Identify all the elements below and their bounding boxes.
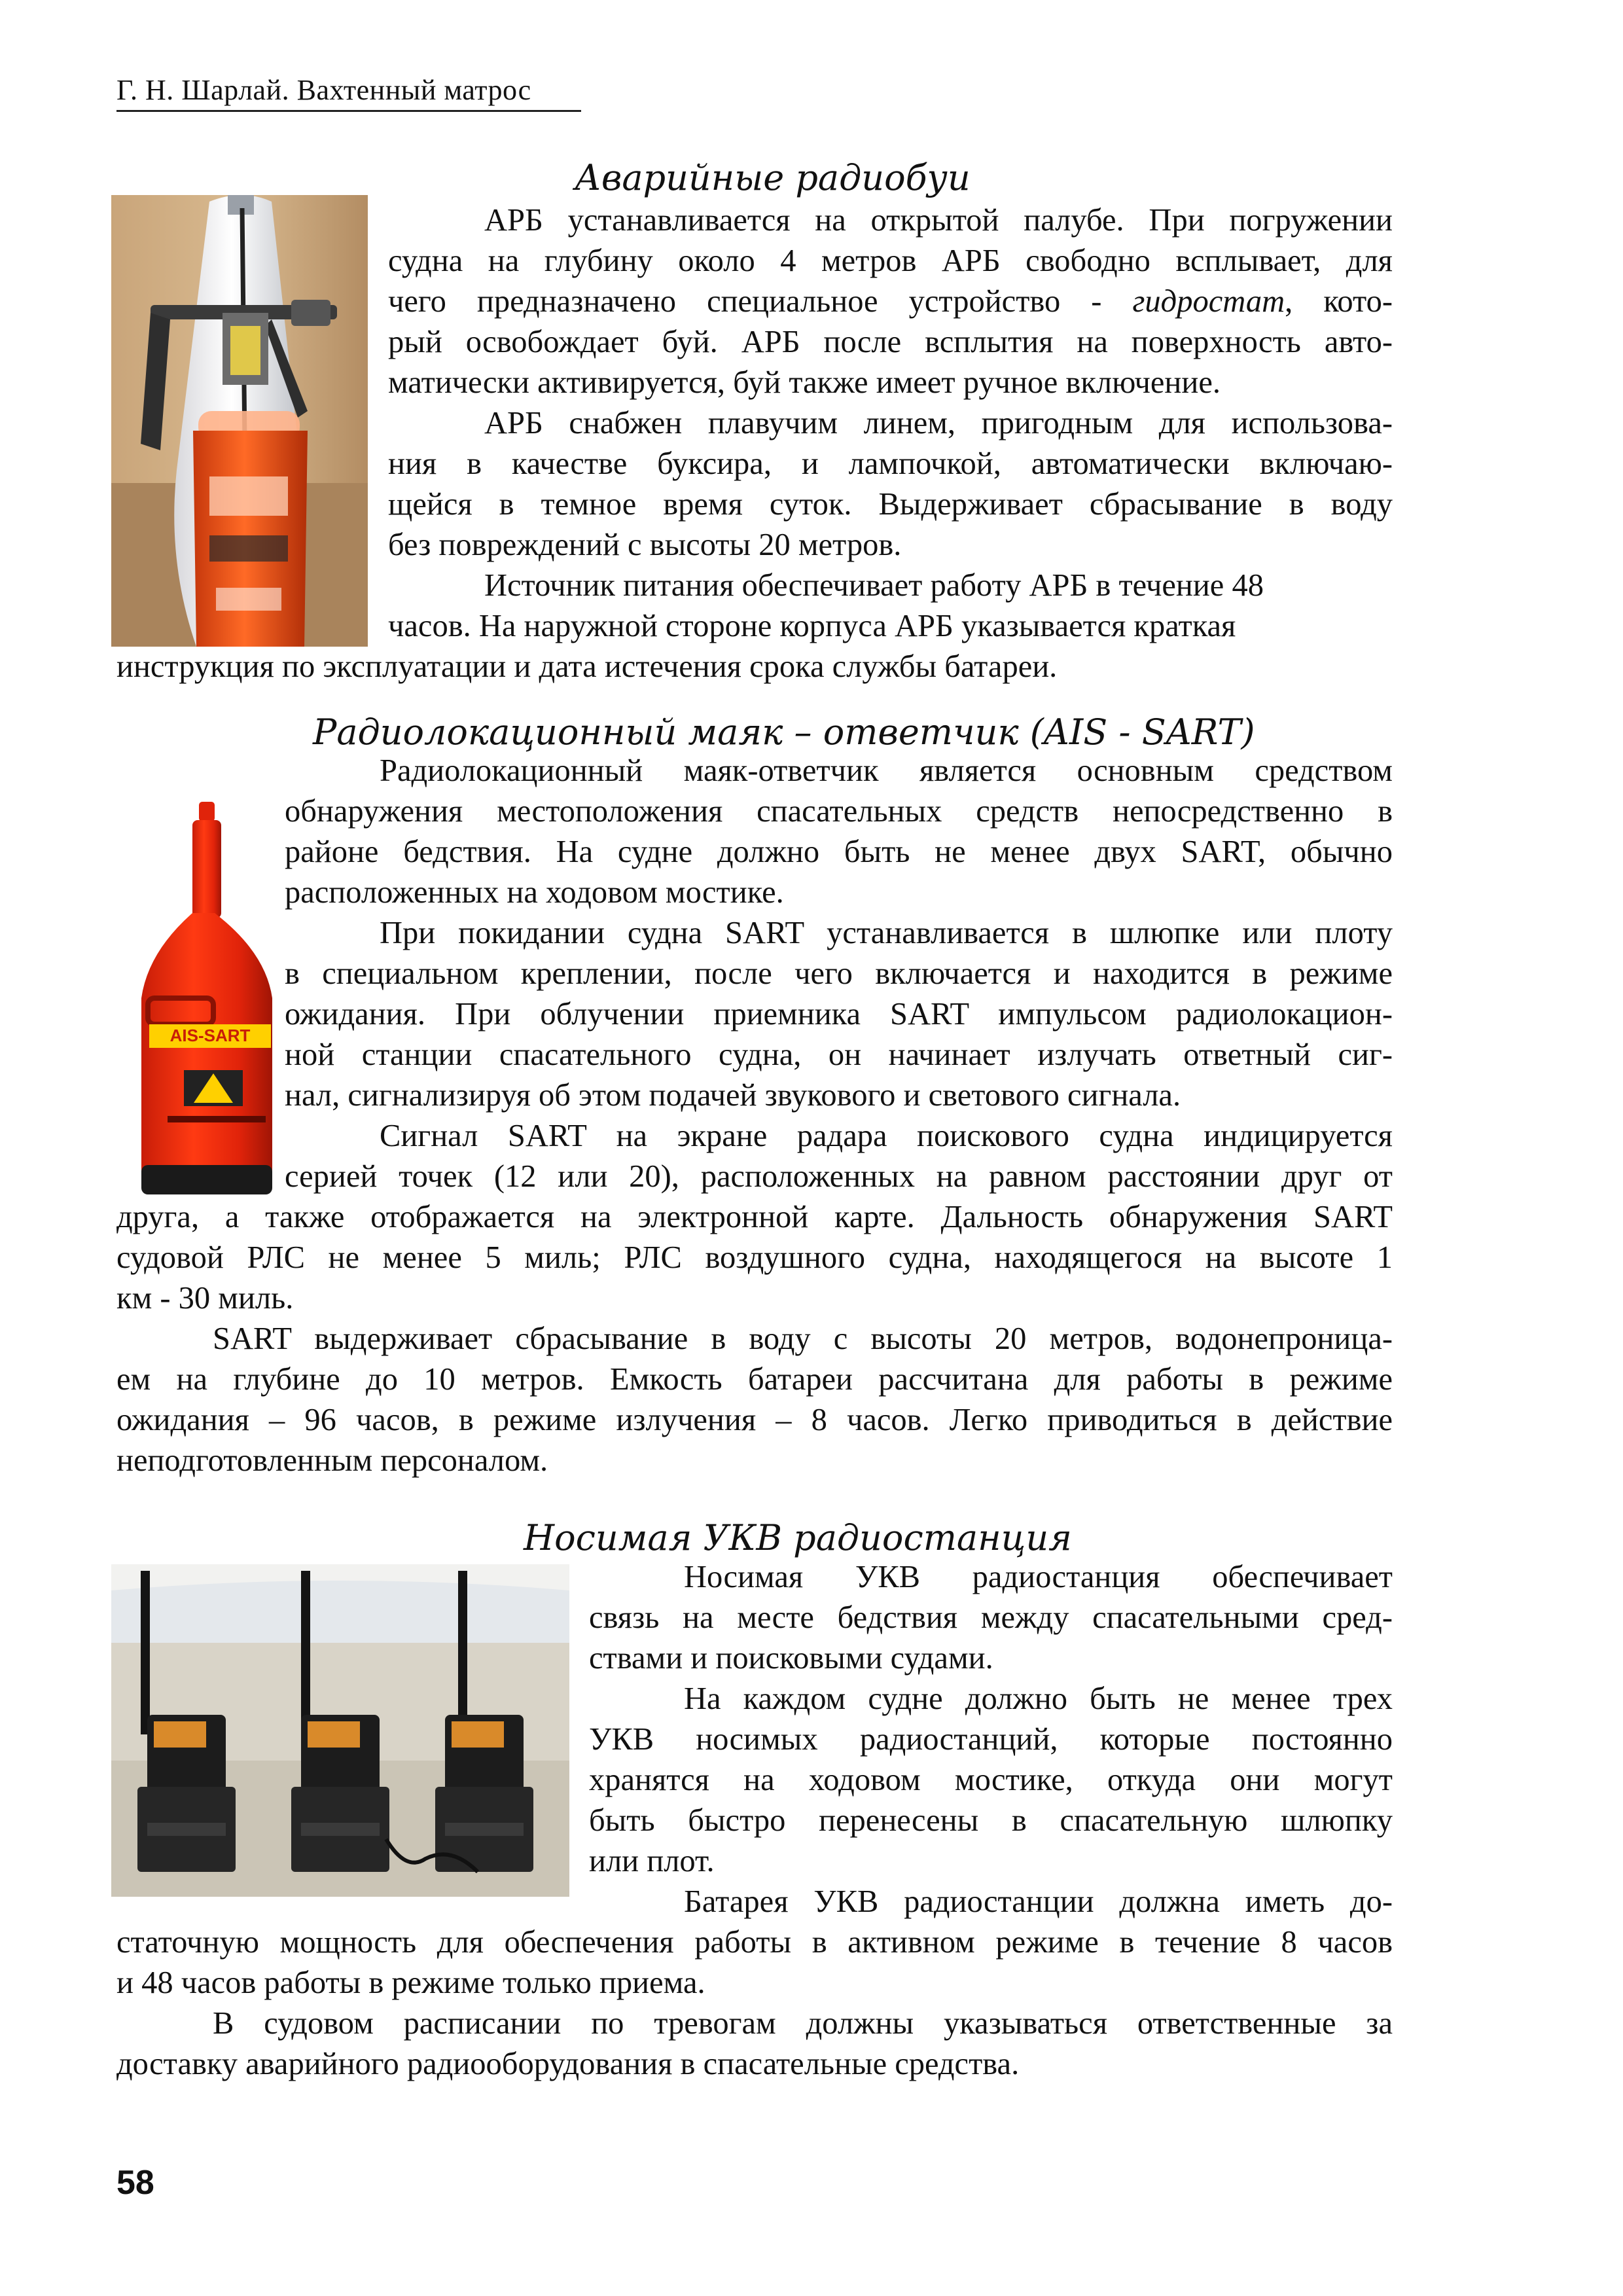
paragraph-line: ствами и поисковыми судами. [589,1641,993,1676]
paragraph-line: расположенных на ходовом мостике. [285,875,784,910]
paragraph-line: хранятся на ходовом мостике, откуда они могут [589,1763,1393,1797]
section-heading-sart: Радиолокационный маяк – ответчик (AIS - SART) [313,711,1255,753]
paragraph-line: или плот. [589,1844,715,1878]
paragraph-line: ем на глубине до 10 метров. Емкость батареи рассчитана для работы в режиме [116,1362,1393,1397]
paragraph-line: нал, сигнализируя об этом подачей звукового и светового сигнала. [285,1078,1181,1113]
paragraph-line: Радиолокационный маяк-ответчик является основным средством [380,753,1393,788]
paragraph-line: ожидания. При облучении приемника SART импульсом радиолокацион- [285,997,1393,1031]
paragraph-line: и 48 часов работы в режиме только приема. [116,1965,705,2000]
paragraph-line: В судовом расписании по тревогам должны указываться ответственные за [213,2006,1393,2041]
paragraph-line: SART выдерживает сбрасывание в воду с высоты 20 метров, водонепроница- [213,1321,1393,1356]
paragraph-line: рый освобождает буй. АРБ после всплытия на поверхность авто- [388,325,1393,359]
term-hydrostat: гидростат [1132,284,1285,319]
running-head: Г. Н. Шарлай. Вахтенный матрос [116,74,531,106]
paragraph-line: судна на глубину около 4 метров АРБ свободно всплывает, для [388,243,1393,278]
paragraph-line: Источник питания обеспечивает работу АРБ в течение 48 [484,568,1264,603]
paragraph-line: АРБ устанавливается на открытой палубе. При погружении [484,203,1393,238]
paragraph-line: УКВ носимых радиостанций, которые постоянно [589,1722,1393,1757]
paragraph-line: АРБ снабжен плавучим линем, пригодным для использова- [484,406,1393,440]
paragraph-line: неподготовленным персоналом. [116,1443,548,1478]
section-heading-vhf: Носимая УКВ радиостанция [524,1517,1072,1558]
sart-label-text: AIS-SART [169,1026,251,1045]
epirb-photo [111,195,368,647]
running-head-rule [116,110,581,112]
paragraph-line: судовой РЛС не менее 5 миль; РЛС воздушного судна, находящегося на высоте 1 [116,1240,1393,1275]
paragraph-line: друга, а также отображается на электронной карте. Дальность обнаружения SART [116,1200,1393,1234]
paragraph-line: ожидания – 96 часов, в режиме излучения – 8 часов. Легко приводиться в действие [116,1403,1393,1437]
paragraph-line: часов. На наружной стороне корпуса АРБ указывается краткая [388,609,1236,643]
paragraph-line: км - 30 миль. [116,1281,294,1316]
paragraph-line: Сигнал SART на экране радара поискового судна индицируется [380,1119,1393,1153]
paragraph-line: доставку аварийного радиооборудования в спасательные средства. [116,2047,1020,2081]
page-number: 58 [116,2164,154,2202]
paragraph-line: быть быстро перенесены в спасательную шлюпку [589,1803,1393,1838]
paragraph-line: Носимая УКВ радиостанция обеспечивает [684,1560,1393,1594]
paragraph-line: ной станции спасательного судна, он начинает излучать ответный сиг- [285,1037,1393,1072]
sart-photo [122,802,285,1194]
paragraph-line: На каждом судне должно быть не менее трех [684,1681,1393,1716]
paragraph-line: без повреждений с высоты 20 метров. [388,528,902,562]
paragraph-line: матически активируется, буй также имеет ручное включение. [388,365,1221,400]
paragraph-line: чего предназначено специальное устройство - гидростат, кото- [388,284,1393,319]
vhf-radios-photo [111,1564,569,1897]
paragraph-line: статочную мощность для обеспечения работы в активном режиме в течение 8 часов [116,1925,1393,1960]
paragraph-line: в специальном креплении, после чего включается и находится в режиме [285,956,1393,991]
paragraph-line: щейся в темное время суток. Выдерживает сбрасывание в воду [388,487,1393,522]
paragraph-line: серией точек (12 или 20), расположенных на равном расстоянии друг от [285,1159,1393,1194]
paragraph-line: связь на месте бедствия между спасательными сред- [589,1600,1393,1635]
paragraph-line: инструкция по эксплуатации и дата истечения срока службы батареи. [116,649,1058,684]
paragraph-line: Батарея УКВ радиостанции должна иметь до- [684,1884,1393,1919]
paragraph-line: При покидании судна SART устанавливается в шлюпке или плоту [380,916,1393,950]
paragraph-line: обнаружения местоположения спасательных средств непосредственно в [285,794,1393,829]
section-heading-epirb: Аварийные радиобуи [575,157,971,198]
paragraph-line: районе бедствия. На судне должно быть не менее двух SART, обычно [285,834,1393,869]
paragraph-line: ния в качестве буксира, и лампочкой, автоматически включаю- [388,446,1393,481]
